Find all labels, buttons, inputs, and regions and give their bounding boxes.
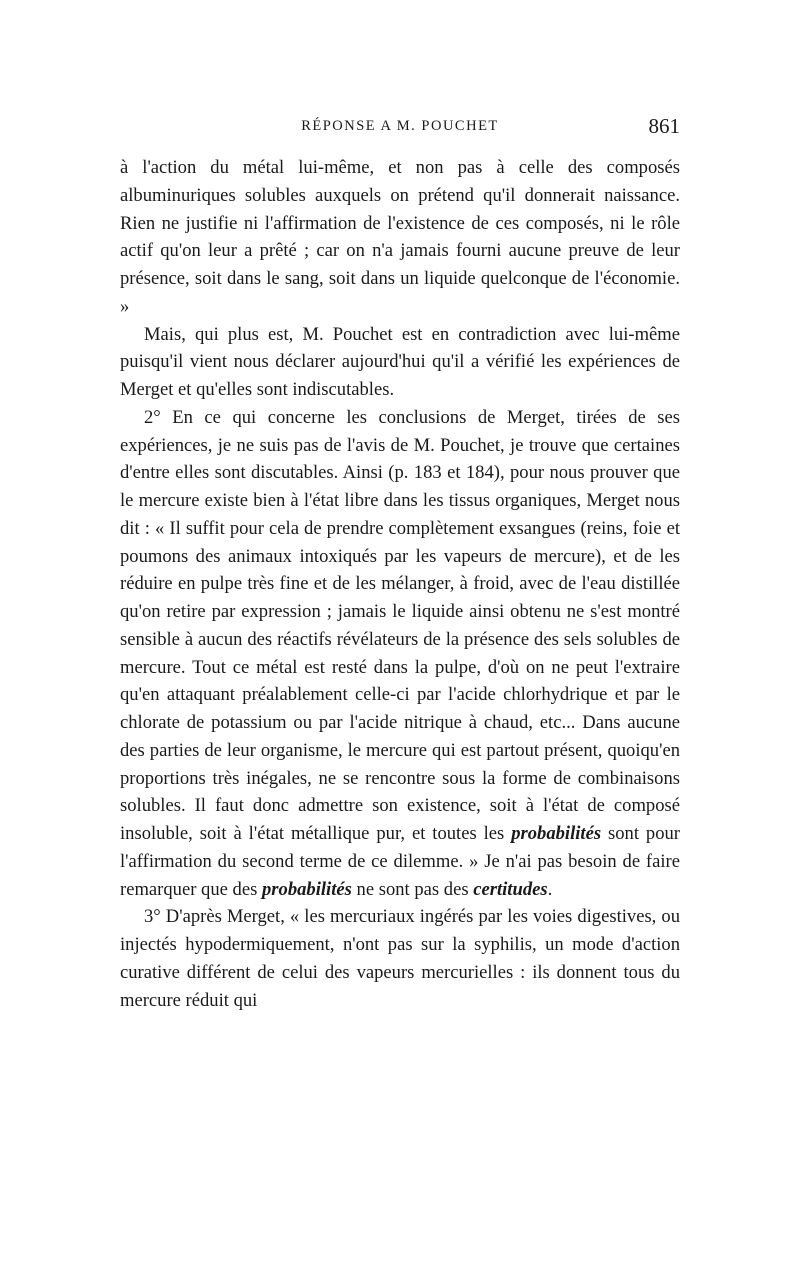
emphasis-probabilites-1: probabilités (511, 823, 602, 844)
running-head (120, 114, 680, 144)
emphasis-certitudes: certitudes (473, 878, 548, 900)
paragraph-3-text-after: . (547, 878, 553, 900)
paragraph-3 (120, 404, 680, 904)
body-text (120, 154, 680, 1014)
running-title: RÉPONSE A M. POUCHET (301, 118, 499, 134)
page-number: 861 (648, 114, 680, 138)
paragraph-3-text-between: ne sont pas des (356, 878, 469, 900)
book-page (120, 114, 680, 1234)
emphasis-probabilites-2: probabilités (261, 878, 352, 900)
paragraph-3-text-before: 2° En ce qui concerne les conclusions de Merget, tirées de ses expériences, je ne suis pas de l'avis de M. Pouchet, je trouve que certaines d'entre elles sont discutables. Ainsi (p. 183 et 184), pour nous prouver que le mercure existe bien à l'état libre dans les tissus organiques, Merget nous dit : « Il suffit pour cela de prendre complètement exsangues (reins, foie et poumons des animaux intoxiqués par les vapeurs de mercure), et de les réduire en pulpe très fine et de les mélanger, à froid, avec de l'eau distillée qu'on retire par expression ; jamais le liquide ainsi obtenu ne s'est montré sensible à aucun des réactifs révélateurs de la présence des sels solubles de mercure. Tout ce métal est resté dans la pulpe, d'où on ne peut l'extraire qu'en attaquant préalablement celle-ci par l'acide chlorhydrique et par le chlorate de potassium ou par l'acide nitrique à chaud, etc... Dans aucune des parties de leur organisme, le mercure qui est partout présent, quoiqu'en proportions très inégales, ne se rencontre sous la forme de combinaisons solubles. Il faut donc admettre son existence, soit à l'état de composé insoluble, soit à l'état métallique pur, et toutes les (120, 406, 680, 844)
paragraph-1: à l'action du métal lui-même, et non pas à celle des composés albuminuriques solubles auxquels on prétend qu'il donnerait naissance. Rien ne justifie ni l'affirmation de l'existence de ces composés, ni le rôle actif qu'on leur a prêté ; car on n'a jamais fourni aucune preuve de leur présence, soit dans le sang, soit dans un liquide quelconque de l'économie. » (120, 157, 680, 317)
paragraph-3-text-middle: sont pour l'affirmation du second terme de ce dilemme. » Je n'ai pas besoin de faire remarquer que des (120, 823, 680, 900)
paragraph-2: Mais, qui plus est, M. Pouchet est en contradiction avec lui-même puisqu'il vient nous déclarer aujourd'hui qu'il a vérifié les expériences de Merget et qu'elles sont indiscutables. (120, 323, 680, 400)
paragraph-4: 3° D'après Merget, « les mercuriaux ingérés par les voies digestives, ou injectés hypodermiquement, n'ont pas sur la syphilis, un mode d'action curative différent de celui des vapeurs mercurielles : ils donnent tous du mercure réduit qui (120, 906, 680, 1011)
